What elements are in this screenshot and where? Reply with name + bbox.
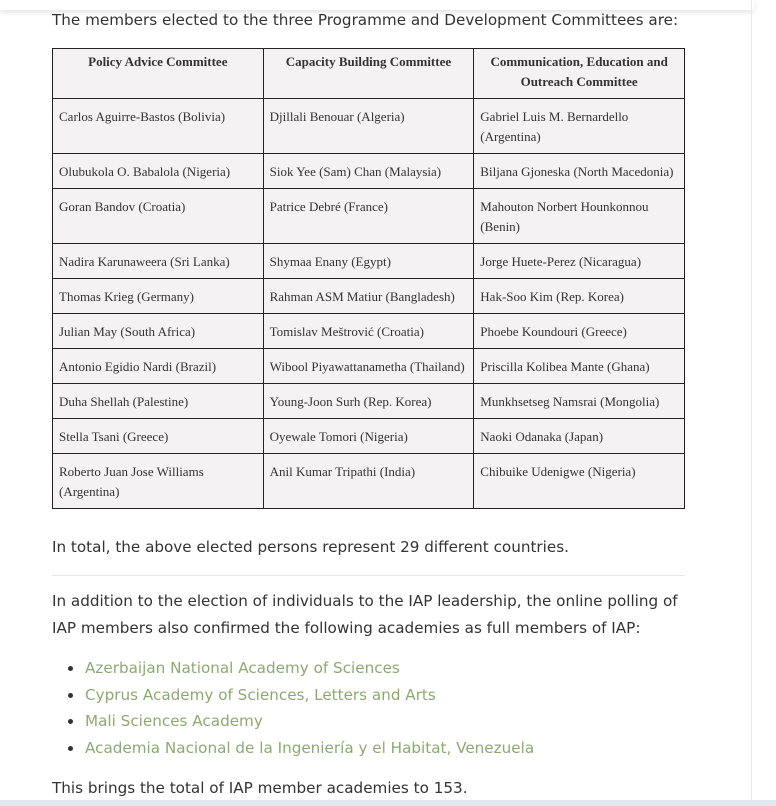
list-item xyxy=(85,708,534,735)
table-cell: Naoki Odanaka (Japan) xyxy=(474,419,685,454)
table-cell: Priscilla Kolibea Mante (Ghana) xyxy=(474,349,685,384)
table-row xyxy=(53,154,685,189)
table-cell: Shymaa Enany (Egypt) xyxy=(263,244,474,279)
table-header-row xyxy=(53,49,685,99)
list-item xyxy=(85,735,534,762)
table-cell: Mahouton Norbert Hounkonnou (Benin) xyxy=(474,189,685,244)
page-bottom-edge xyxy=(0,800,776,806)
bullet-icon xyxy=(68,693,73,698)
academy-link-mali[interactable]: Mali Sciences Academy xyxy=(85,712,263,731)
table-cell: Roberto Juan Jose Williams (Argentina) xyxy=(53,454,264,509)
table-cell: Tomislav Meštrović (Croatia) xyxy=(263,314,474,349)
table-cell: Olubukola O. Babalola (Nigeria) xyxy=(53,154,264,189)
table-row xyxy=(53,419,685,454)
table-cell: Patrice Debré (France) xyxy=(263,189,474,244)
table-cell: Stella Tsani (Greece) xyxy=(53,419,264,454)
table-cell: Rahman ASM Matiur (Bangladesh) xyxy=(263,279,474,314)
table-cell: Oyewale Tomori (Nigeria) xyxy=(263,419,474,454)
table-cell: Jorge Huete-Perez (Nicaragua) xyxy=(474,244,685,279)
new-members-paragraph: In addition to the election of individuals to the IAP leadership, the online polling of IAP members also confirmed the following academies as full members of IAP: xyxy=(52,592,678,637)
total-academies-paragraph: This brings the total of IAP member academies to 153. xyxy=(52,779,468,797)
table-cell: Wibool Piyawattanametha (Thailand) xyxy=(263,349,474,384)
table-cell: Gabriel Luis M. Bernardello (Argentina) xyxy=(474,99,685,154)
table-row xyxy=(53,244,685,279)
table-row xyxy=(53,189,685,244)
table-row xyxy=(53,314,685,349)
table-row xyxy=(53,454,685,509)
table-row xyxy=(53,279,685,314)
table-cell: Hak-Soo Kim (Rep. Korea) xyxy=(474,279,685,314)
table-cell: Duha Shellah (Palestine) xyxy=(53,384,264,419)
table-cell: Phoebe Koundouri (Greece) xyxy=(474,314,685,349)
table-cell: Chibuike Udenigwe (Nigeria) xyxy=(474,454,685,509)
content-border xyxy=(751,0,752,806)
table-cell: Munkhsetseg Namsrai (Mongolia) xyxy=(474,384,685,419)
table-cell: Nadira Karunaweera (Sri Lanka) xyxy=(53,244,264,279)
table-cell: Thomas Krieg (Germany) xyxy=(53,279,264,314)
table-cell: Djillali Benouar (Algeria) xyxy=(263,99,474,154)
committees-table xyxy=(52,48,685,509)
header-policy-advice: Policy Advice Committee xyxy=(53,49,264,99)
table-row xyxy=(53,349,685,384)
table-cell: Anil Kumar Tripathi (India) xyxy=(263,454,474,509)
intro-paragraph: The members elected to the three Programme and Development Committees are: xyxy=(52,11,679,29)
table-row xyxy=(53,99,685,154)
bullet-icon xyxy=(68,666,73,671)
list-item xyxy=(85,682,534,709)
table-cell: Goran Bandov (Croatia) xyxy=(53,189,264,244)
bullet-icon xyxy=(68,746,73,751)
table-cell: Biljana Gjoneska (North Macedonia) xyxy=(474,154,685,189)
table-cell: Siok Yee (Sam) Chan (Malaysia) xyxy=(263,154,474,189)
table-cell: Young-Joon Surh (Rep. Korea) xyxy=(263,384,474,419)
academy-link-azerbaijan[interactable]: Azerbaijan National Academy of Sciences xyxy=(85,659,400,677)
total-countries-paragraph: In total, the above elected persons represent 29 different countries. xyxy=(52,538,569,556)
header-capacity-building: Capacity Building Committee xyxy=(263,49,474,99)
list-item xyxy=(85,655,534,682)
table-cell: Antonio Egidio Nardi (Brazil) xyxy=(53,349,264,384)
header-communication: Communication, Education and Outreach Committee xyxy=(474,49,685,99)
table-cell: Julian May (South Africa) xyxy=(53,314,264,349)
academies-list xyxy=(52,655,534,762)
table-cell: Carlos Aguirre-Bastos (Bolivia) xyxy=(53,99,264,154)
bullet-icon xyxy=(68,719,73,724)
table-row xyxy=(53,384,685,419)
academy-link-venezuela[interactable]: Academia Nacional de la Ingeniería y el Habitat, Venezuela xyxy=(85,739,535,758)
academy-link-cyprus[interactable]: Cyprus Academy of Sciences, Letters and Arts xyxy=(85,685,436,704)
section-divider xyxy=(52,575,685,576)
